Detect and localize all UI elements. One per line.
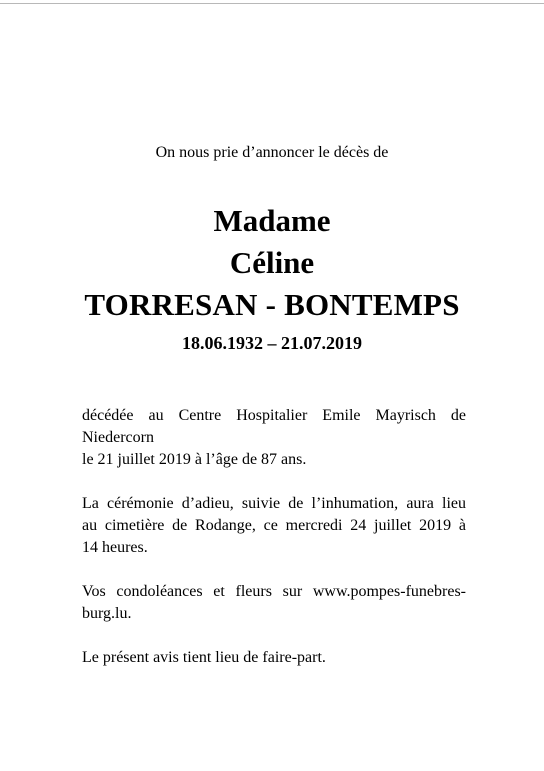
- death-place-paragraph: [82, 405, 466, 471]
- surname: TORRESAN - BONTEMPS: [84, 287, 460, 322]
- ceremony-paragraph: [82, 493, 466, 559]
- paragraph-line: Niedercorn: [82, 429, 154, 446]
- paragraph-line: burg.lu.: [82, 605, 132, 622]
- paragraph-line: décédée au Centre Hospitalier Emile Mayrisch de: [82, 407, 466, 424]
- top-border: [0, 3, 544, 4]
- first-name: Céline: [229, 245, 315, 280]
- title-madame: Madame: [213, 203, 331, 238]
- paragraph-line: le 21 juillet 2019 à l’âge de 87 ans.: [82, 451, 307, 468]
- condolences-paragraph: [82, 581, 466, 625]
- paragraph-line: au cimetière de Rodange, ce mercredi 24 juillet 2019 à: [82, 517, 466, 534]
- paragraph-line: 14 heures.: [82, 539, 148, 556]
- paragraph-line: Le présent avis tient lieu de faire-part.: [82, 649, 326, 666]
- life-dates: 18.06.1932 – 21.07.2019: [182, 333, 362, 353]
- closing-paragraph: [82, 647, 466, 669]
- intro-text: On nous prie d’annoncer le décès de: [155, 144, 389, 161]
- paragraph-line: Vos condoléances et fleurs sur www.pompes-funebres-: [82, 583, 466, 600]
- paragraph-line: La cérémonie d’adieu, suivie de l’inhumation, aura lieu: [82, 495, 466, 512]
- deceased-name-block: [0, 200, 544, 355]
